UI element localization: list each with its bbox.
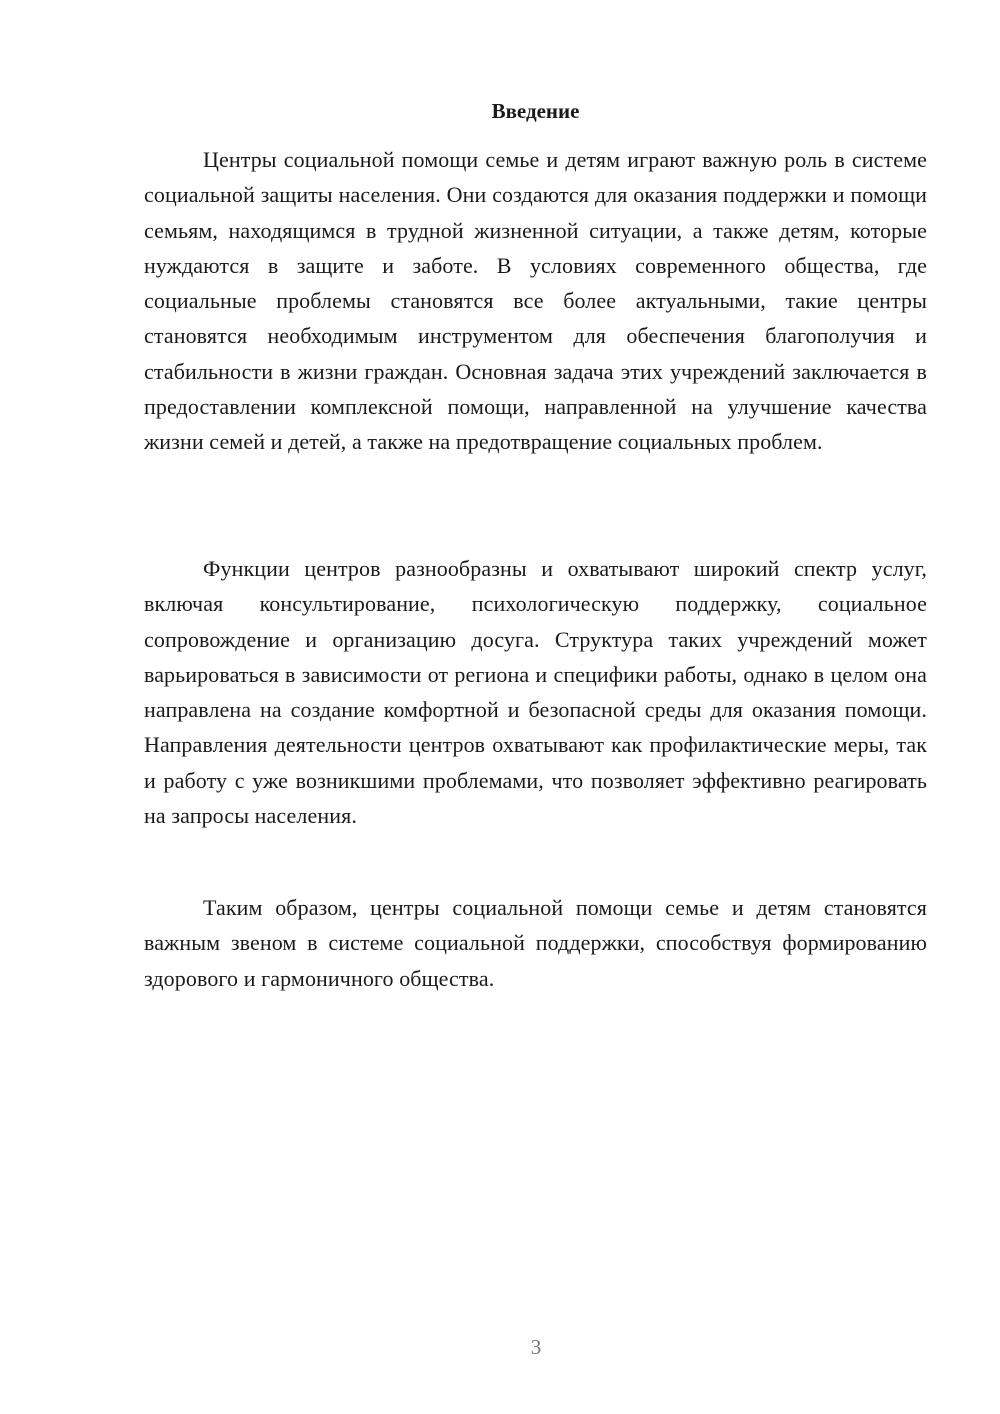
paragraph-conclusion: Таким образом, центры социальной помощи семье и детям становятся важным звеном в системе социальной поддержки, способствуя формированию здорового и гармоничного общества. [144,895,927,991]
page-number: 3 [530,1335,542,1359]
paragraph-intro: Центры социальной помощи семье и детям играют важную роль в системе социальной защиты населения. Они создаются для оказания поддержки и помощи семьям, находящимся в трудной жизненной ситуации, а также детям, которые нуждаются в защите и заботе. В условиях современного общества, где социальные проблемы становятся все более актуальными, такие центры становятся необходимым инструментом для обеспечения благополучия и стабильности в жизни граждан. Основная задача этих учреждений заключается в предоставлении комплексной помощи, направленной на улучшение качества жизни семей и детей, а также на предотвращение социальных проблем. [144,147,927,455]
section-title: Введение [491,99,580,123]
paragraph-functions: Функции центров разнообразны и охватывают широкий спектр услуг, включая консультирование, психологическую поддержку, социальное сопровождение и организацию досуга. Структура таких учреждений может варьироваться в зависимости от региона и специфики работы, однако в целом она направлена на создание комфортной и безопасной среды для оказания помощи. Направления деятельности центров охватывают как профилактические меры, так и работу с уже возникшими проблемами, что позволяет эффективно реагировать на запросы населения. [144,556,927,829]
